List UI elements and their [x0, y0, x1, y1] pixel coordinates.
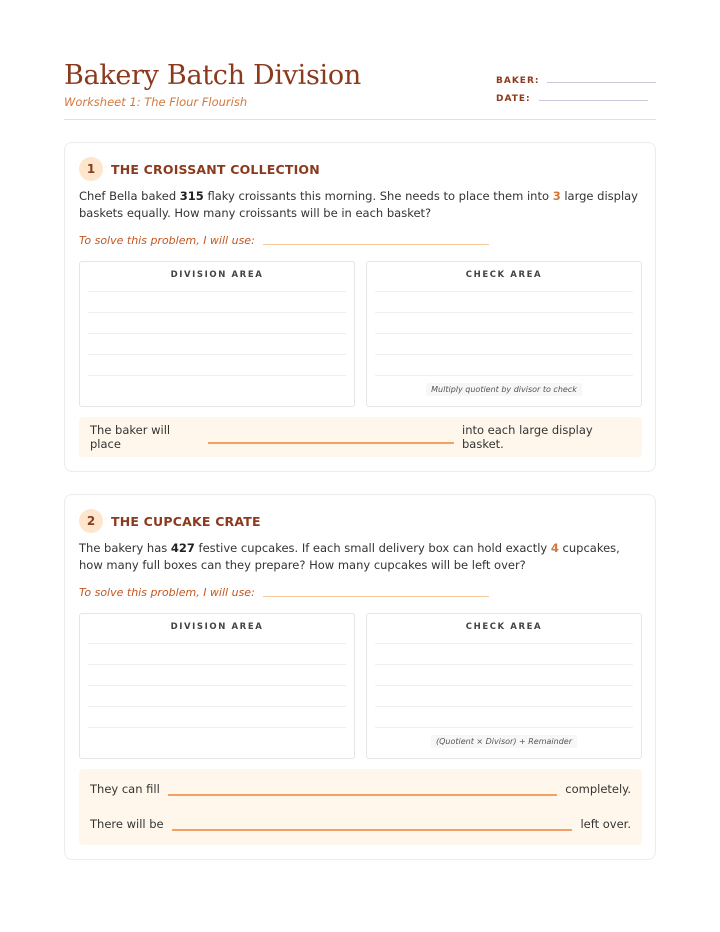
problem-text-part: flaky croissants this morning. She needs to place them into [203, 189, 553, 203]
ruled-line [375, 333, 633, 334]
check-hint: (Quotient × Divisor) + Remainder [431, 735, 577, 748]
worksheet-subtitle: Worksheet 1: The Flour Flourish [64, 95, 248, 109]
worksheet-title: Bakery Batch Division [64, 60, 361, 91]
ruled-line [88, 727, 346, 728]
strategy-field[interactable] [263, 244, 489, 245]
ruled-line [375, 375, 633, 376]
check-area-label: CHECK AREA [465, 270, 543, 280]
problem-text-part: cupcakes, how many full boxes can they prepare? How many cupcakes will be left over? [79, 541, 620, 572]
ruled-line [375, 312, 633, 313]
dividend-number: 427 [170, 541, 195, 555]
answer-suffix: completely. [565, 782, 631, 796]
ruled-line [375, 354, 633, 355]
problem-text-part: The bakery has [79, 541, 171, 555]
problem-text [79, 540, 639, 574]
ruled-line [375, 291, 633, 292]
problem-number-badge: 1 [79, 157, 103, 181]
student-info [496, 68, 656, 104]
problem-text-part: large display baskets equally. How many croissants will be in each basket? [79, 189, 638, 220]
ruled-line [88, 333, 346, 334]
answer-prefix: They can fill [90, 782, 160, 796]
ruled-line [88, 706, 346, 707]
division-area-label: DIVISION AREA [170, 622, 264, 632]
ruled-line [88, 291, 346, 292]
problem-text-part: festive cupcakes. If each small delivery box can hold exactly [194, 541, 551, 555]
check-area[interactable] [366, 613, 642, 759]
baker-label: BAKER: [496, 76, 540, 86]
answer-box [79, 769, 642, 845]
problem-card-1 [64, 142, 656, 472]
ruled-line [88, 375, 346, 376]
division-area[interactable] [79, 613, 355, 759]
ruled-line [88, 664, 346, 665]
boxes-answer-field[interactable] [168, 782, 557, 796]
baker-name-field[interactable] [547, 82, 656, 83]
answer-row-remainder [79, 806, 642, 842]
strategy-row [79, 234, 489, 247]
divisor-number: 3 [552, 189, 561, 203]
ruled-line [375, 685, 633, 686]
problem-text [79, 188, 639, 222]
worksheet-header [64, 60, 656, 120]
ruled-line [375, 727, 633, 728]
problem-text-part: Chef Bella baked [79, 189, 180, 203]
problem-card-2 [64, 494, 656, 860]
remainder-answer-field[interactable] [172, 817, 573, 831]
problem-title: THE CUPCAKE CRATE [111, 513, 261, 529]
problem-number-badge: 2 [79, 509, 103, 533]
check-area[interactable] [366, 261, 642, 407]
ruled-line [88, 312, 346, 313]
answer-prefix: There will be [90, 817, 164, 831]
answer-prefix: The baker will place [90, 423, 171, 451]
baker-row [496, 68, 656, 86]
ruled-line [375, 664, 633, 665]
ruled-line [375, 706, 633, 707]
answer-field[interactable] [208, 430, 454, 444]
strategy-label: To solve this problem, I will use: [79, 586, 255, 599]
strategy-row [79, 586, 489, 599]
ruled-line [88, 354, 346, 355]
divisor-number: 4 [550, 541, 559, 555]
answer-suffix: left over. [580, 817, 631, 831]
problem-header [79, 509, 261, 533]
date-field[interactable] [539, 100, 648, 101]
division-area-label: DIVISION AREA [170, 270, 264, 280]
answer-suffix: into each large display basket. [462, 423, 593, 451]
answer-row-boxes [79, 771, 642, 807]
division-area[interactable] [79, 261, 355, 407]
check-hint: Multiply quotient by divisor to check [426, 383, 582, 396]
answer-row [79, 419, 642, 455]
ruled-line [88, 643, 346, 644]
check-area-label: CHECK AREA [465, 622, 543, 632]
problem-header [79, 157, 320, 181]
answer-box [79, 417, 642, 457]
dividend-number: 315 [179, 189, 204, 203]
strategy-label: To solve this problem, I will use: [79, 234, 255, 247]
date-label: DATE: [496, 94, 531, 104]
date-row [496, 86, 656, 104]
problem-title: THE CROISSANT COLLECTION [111, 161, 320, 177]
ruled-line [375, 643, 633, 644]
ruled-line [88, 685, 346, 686]
strategy-field[interactable] [263, 596, 489, 597]
